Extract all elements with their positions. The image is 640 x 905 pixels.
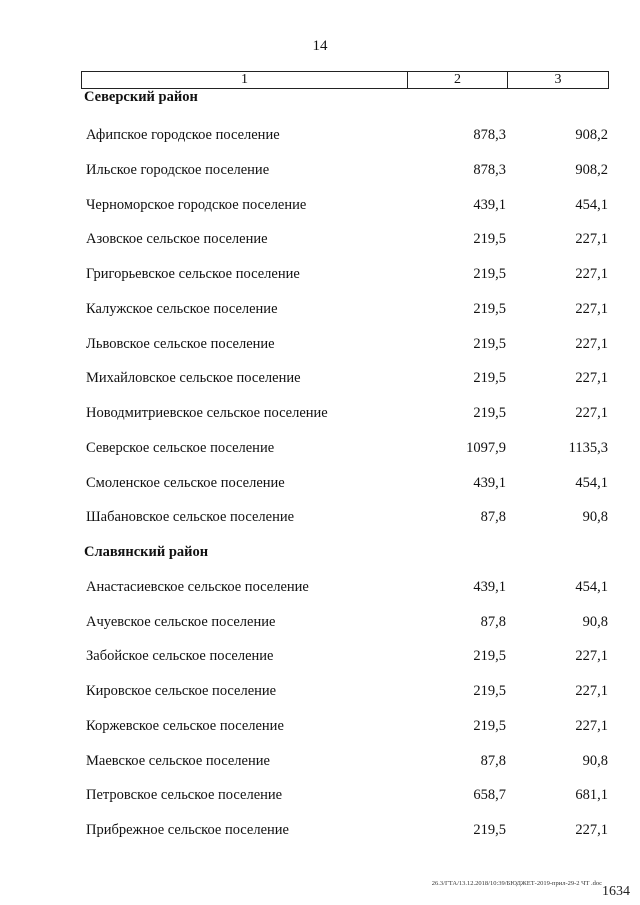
value-col-3: 90,8 [582,613,608,630]
value-col-2: 87,8 [480,509,506,526]
table-row [0,822,640,846]
table-row [0,440,640,464]
settlement-name: Черноморское городское поселение [86,196,307,213]
settlement-name: Северское сельское поселение [86,439,275,456]
column-header-row [81,71,609,89]
settlement-name: Кировское сельское поселение [86,683,277,699]
value-col-2: 658,7 [473,787,506,804]
value-col-2: 439,1 [473,196,506,213]
settlement-name: Забойское сельское поселение [86,648,274,665]
section-title: Славянский район [84,544,209,560]
value-col-3: 227,1 [575,683,608,699]
value-col-3: 227,1 [575,648,608,665]
value-col-2: 219,5 [473,231,506,248]
value-col-2: 219,5 [473,370,506,387]
table-row [0,648,640,672]
settlement-name: Азовское сельское поселение [86,231,268,248]
table-row [0,787,640,811]
table-row [0,753,640,777]
value-col-3: 227,1 [575,717,608,734]
section-title: Северский район [84,89,198,105]
value-col-3: 1135,3 [568,439,608,456]
section-heading-row [0,544,640,568]
settlement-name: Калужское сельское поселение [86,300,278,317]
table-row [0,683,640,707]
value-col-3: 90,8 [582,509,608,526]
value-col-2: 219,5 [473,648,506,665]
table-row [0,197,640,221]
settlement-name: Анастасиевское сельское поселение [86,578,309,595]
value-col-2: 1097,9 [466,439,506,456]
column-header-3: 3 [554,72,562,87]
table-row [0,405,640,429]
settlement-name: Львовское сельское поселение [86,335,275,352]
footer-stamp: 1634 [602,884,630,899]
value-col-3: 227,1 [575,370,608,387]
settlement-name: Михайловское сельское поселение [86,370,301,387]
settlement-name: Прибрежное сельское поселение [86,822,289,838]
value-col-3: 908,2 [575,161,608,178]
section-heading-row [0,89,640,113]
settlement-name: Коржевское сельское поселение [86,717,284,734]
value-col-3: 908,2 [575,127,608,143]
value-col-2: 87,8 [480,752,506,769]
table-row [0,718,640,742]
value-col-3: 454,1 [575,578,608,595]
value-col-2: 878,3 [473,127,506,143]
value-col-2: 219,5 [473,717,506,734]
settlement-name: Афипское городское поселение [86,127,280,143]
value-col-3: 454,1 [575,474,608,491]
value-col-2: 219,5 [473,683,506,699]
settlement-name: Новодмитриевское сельское поселение [86,405,328,421]
value-col-3: 227,1 [575,335,608,352]
table-row [0,231,640,255]
value-col-3: 227,1 [575,300,608,317]
settlement-name: Ильское городское поселение [86,161,270,178]
footer-file-info: 26.3/ГТА/13.12.2018/10:39/БЮДЖЕТ-2019-прил-29-2 ЧТ .doc [431,880,602,887]
value-col-3: 681,1 [575,787,608,804]
value-col-2: 439,1 [473,474,506,491]
table-row [0,475,640,499]
value-col-3: 227,1 [575,266,608,282]
value-col-2: 219,5 [473,822,506,838]
settlement-name: Шабановское сельское поселение [86,509,295,526]
settlement-name: Григорьевское сельское поселение [86,266,300,282]
table-row [0,509,640,533]
table-row [0,579,640,603]
column-header-1: 1 [82,72,408,88]
table-row [0,266,640,290]
page-number: 14 [312,38,328,54]
value-col-2: 219,5 [473,300,506,317]
settlement-name: Петровское сельское поселение [86,787,283,804]
value-col-2: 219,5 [473,266,506,282]
value-col-2: 87,8 [480,613,506,630]
table-row [0,127,640,151]
settlement-name: Ачуевское сельское поселение [86,613,276,630]
value-col-3: 454,1 [575,196,608,213]
value-col-3: 90,8 [582,752,608,769]
value-col-2: 878,3 [473,161,506,178]
value-col-2: 219,5 [473,405,506,421]
value-col-2: 219,5 [473,335,506,352]
value-col-2: 439,1 [473,578,506,595]
column-header-2: 2 [408,72,508,88]
settlement-name: Смоленское сельское поселение [86,474,285,491]
table-row [0,162,640,186]
settlement-name: Маевское сельское поселение [86,752,270,769]
value-col-3: 227,1 [575,231,608,248]
table-row [0,370,640,394]
value-col-3: 227,1 [575,405,608,421]
table-row [0,614,640,638]
value-col-3: 227,1 [575,822,608,838]
table-row [0,301,640,325]
table-row [0,336,640,360]
